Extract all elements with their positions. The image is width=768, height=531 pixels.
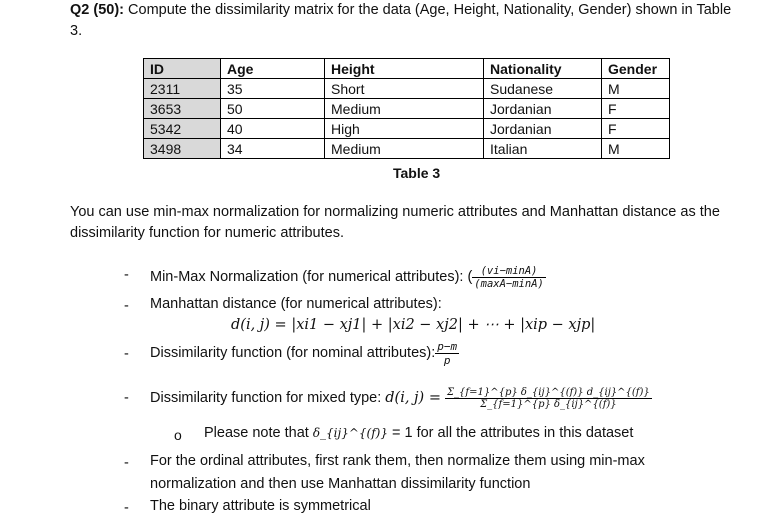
- mixed-lhs: d(i, j) =: [385, 390, 441, 406]
- minmax-label: Min-Max Normalization (for numerical attributes):: [150, 269, 464, 285]
- note-pre: Please note that: [204, 425, 309, 441]
- table-row: [144, 119, 670, 139]
- mixed-label: Dissimilarity function for mixed type:: [150, 390, 382, 406]
- header-height: Height: [325, 59, 484, 79]
- cell-height: Medium: [325, 99, 484, 119]
- cell-gender: F: [602, 99, 670, 119]
- cell-age: 40: [221, 119, 325, 139]
- cell-nationality: Sudanese: [484, 79, 602, 99]
- bullet-mixed: [150, 374, 652, 422]
- ordinal-line-1: For the ordinal attributes, first rank them, then normalize them using min-max: [150, 453, 645, 469]
- mixed-denominator: Σ_{f=1}^{p} δ_{ij}^{(f)}: [480, 398, 617, 410]
- cell-height: High: [325, 119, 484, 139]
- minmax-fraction: [472, 265, 546, 290]
- sub-bullet-marker: o: [174, 427, 182, 443]
- manhattan-label: Manhattan distance (for numerical attributes):: [150, 296, 442, 312]
- cell-id: 3498: [144, 139, 221, 159]
- header-age: Age: [221, 59, 325, 79]
- cell-height: Medium: [325, 139, 484, 159]
- cell-nationality: Jordanian: [484, 99, 602, 119]
- data-table: [143, 58, 670, 159]
- cell-nationality: Jordanian: [484, 119, 602, 139]
- question-number: Q2 (50):: [70, 2, 124, 18]
- note-post: = 1 for all the attributes in this dataset: [392, 425, 634, 441]
- note-line: [204, 425, 633, 441]
- bullet-nominal: [150, 336, 459, 370]
- header-id: ID: [144, 59, 221, 79]
- ordinal-line-2: normalization and then use Manhattan dissimilarity function: [150, 476, 531, 492]
- cell-nationality: Italian: [484, 139, 602, 159]
- minmax-numerator: (vi−minA): [472, 265, 546, 278]
- question-line-2: 3.: [70, 23, 83, 39]
- minmax-denominator: (maxA−minA): [474, 277, 544, 290]
- cell-gender: M: [602, 79, 670, 99]
- bullet-dash: -: [124, 298, 129, 314]
- nominal-numerator: p−m: [437, 339, 458, 353]
- cell-id: 2311: [144, 79, 221, 99]
- minmax-open-paren: (: [467, 269, 473, 285]
- mixed-fraction: [445, 387, 652, 410]
- question-text: Compute the dissimilarity matrix for the data (Age, Height, Nationality, Gender) shown in Table: [128, 2, 732, 18]
- cell-height: Short: [325, 79, 484, 99]
- mixed-numerator: Σ_{f=1}^{p} δ_{ij}^{(f)} d_{ij}^{(f)}: [446, 386, 650, 398]
- cell-age: 50: [221, 99, 325, 119]
- nominal-denominator: p: [443, 353, 451, 367]
- table-row: [144, 99, 670, 119]
- binary-line: The binary attribute is symmetrical: [150, 498, 371, 514]
- table-header-row: [144, 59, 670, 79]
- bullet-dash: -: [124, 455, 129, 471]
- intro-line-1: You can use min-max normalization for normalizing numeric attributes and Manhattan distance as the: [70, 204, 720, 220]
- table-row: [144, 79, 670, 99]
- bullet-dash: -: [124, 346, 129, 362]
- cell-id: 3653: [144, 99, 221, 119]
- bullet-dash: -: [124, 500, 129, 516]
- table-caption: Table 3: [393, 165, 441, 181]
- cell-age: 34: [221, 139, 325, 159]
- cell-gender: M: [602, 139, 670, 159]
- note-symbol: δ_{ij}^{(f)}: [312, 426, 388, 440]
- nominal-label: Dissimilarity function (for nominal attributes):: [150, 345, 436, 361]
- cell-id: 5342: [144, 119, 221, 139]
- bullet-minmax: [150, 262, 546, 292]
- cell-gender: F: [602, 119, 670, 139]
- manhattan-formula: d(i, j) = |xi1 − xj1| + |xi2 − xj2| + ⋯ + |xip − xjp|: [231, 317, 596, 333]
- table-row: [144, 139, 670, 159]
- header-nationality: Nationality: [484, 59, 602, 79]
- nominal-fraction: [435, 340, 459, 367]
- bullet-dash: -: [124, 390, 129, 406]
- bullet-dash: -: [124, 267, 129, 283]
- intro-line-2: dissimilarity function for numeric attributes.: [70, 225, 344, 241]
- header-gender: Gender: [602, 59, 670, 79]
- question-line-1: [70, 0, 760, 20]
- cell-age: 35: [221, 79, 325, 99]
